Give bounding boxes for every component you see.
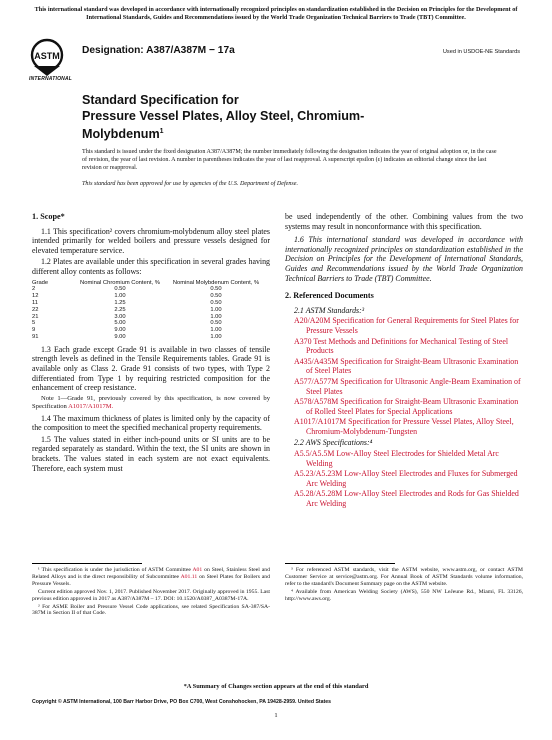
scope-1-5-continued: be used independently of the other. Combining values from the two systems may result in nonconformance with this specification. bbox=[285, 212, 523, 231]
chromium-cell: 2.25 bbox=[114, 306, 126, 313]
table-row bbox=[32, 334, 264, 341]
ref-code[interactable]: A20/A20M bbox=[294, 316, 331, 326]
note-1-link[interactable]: A1017/A1017M. bbox=[68, 402, 114, 410]
chromium-cell: 9.00 bbox=[114, 333, 126, 340]
footnote-1-text: ¹ This specification is under the jurisdiction of ASTM Committee bbox=[38, 567, 193, 573]
chromium-cell: 3.00 bbox=[114, 313, 126, 320]
approved-note: This standard has been approved for use by agencies of the U.S. Department of Defense. bbox=[82, 181, 299, 187]
page-number: 1 bbox=[274, 712, 278, 719]
table-row bbox=[32, 293, 264, 300]
ref-code[interactable]: A370 bbox=[294, 336, 312, 346]
aws-specifications-label bbox=[285, 438, 523, 448]
ref-a20[interactable] bbox=[285, 316, 523, 335]
grade-cell: 9 bbox=[32, 327, 36, 334]
subcommittee-a01-11-link[interactable]: A01.11 bbox=[180, 573, 198, 580]
table-row bbox=[32, 307, 264, 314]
ref-code[interactable]: A5.23/A5.23M bbox=[294, 469, 343, 479]
ref-title[interactable]: Test Methods and Definitions for Mechanical Testing of Steel Products bbox=[306, 336, 509, 356]
ref-code[interactable]: A577/A577M bbox=[294, 376, 339, 386]
footnote-4: ⁴ Available from American Welding Society (AWS), 550 NW LeJeune Rd., Miami, FL 33126, http://www.aws.org. bbox=[285, 588, 523, 602]
logo-caption: INTERNATIONAL bbox=[29, 76, 73, 82]
astm-logo-icon bbox=[30, 38, 64, 78]
table-row bbox=[32, 314, 264, 321]
ref-title[interactable]: Specification for Straight-Beam Ultrasonic Examination of Rolled Steel Plates for Special Applications bbox=[306, 397, 519, 416]
col-header-chromium: Nominal Chromium Content, % bbox=[80, 279, 160, 286]
header-notice: This international standard was developed in accordance with internationally recognized principles on standardization established in the Decision on Principles for the Development of International Standards, Guides and Recommendations issued by the World Trade Organization Technical Barriers to Trade (TBT) Committee. bbox=[34, 6, 518, 21]
molybdenum-cell: 1.00 bbox=[210, 333, 222, 340]
title-line-1: Standard Specification for bbox=[82, 93, 239, 107]
note-1 bbox=[32, 395, 270, 411]
astm-standards-label bbox=[285, 306, 523, 316]
scope-1-5: 1.5 The values stated in either inch-pound units or SI units are to be regarded separately as standard. Within the text, the SI units are shown in brackets. The values stated in each system are not exact equivalents. Therefore, each system must bbox=[32, 434, 270, 473]
ref-title[interactable]: Low-Alloy Steel Electrodes and Fluxes for Submerged Arc Welding bbox=[306, 469, 518, 488]
ref-title[interactable]: Specification for Pressure Vessel Plates, Alloy Steel, Chromium-Molybdenum-Tungsten bbox=[306, 417, 514, 436]
ref-code[interactable]: A5.5/A5.5M bbox=[294, 449, 335, 459]
left-column bbox=[32, 212, 270, 475]
ref-a435[interactable] bbox=[285, 357, 523, 376]
chromium-cell: 5.00 bbox=[114, 320, 126, 327]
table-row bbox=[32, 320, 264, 327]
scope-1-2: 1.2 Plates are available under this specification in several grades having different alloy contents as follows: bbox=[32, 257, 270, 276]
grades-table-header bbox=[32, 280, 264, 287]
scope-1-1: 1.1 This specification² covers chromium-molybdenum alloy steel plates intended primarily for welded boilers and pressure vessels designed for elevated temperature service. bbox=[32, 226, 270, 255]
scope-1-6: 1.6 This international standard was developed in accordance with internationally recognized principles on standardization established in the Decision on Principles for the Development of International Standards, Guides and Recommendations issued by the World Trade Organization Technical Barriers to Trade (TBT) Committee. bbox=[285, 235, 523, 283]
footnote-1 bbox=[32, 567, 270, 588]
ref-code[interactable]: A578/A578M bbox=[294, 397, 339, 407]
chromium-cell: 1.00 bbox=[114, 293, 126, 300]
chromium-cell: 0.50 bbox=[114, 286, 126, 293]
title-line-3 bbox=[82, 124, 432, 143]
aws-specifications-label-text: 2.2 AWS Specifications:⁴ bbox=[294, 438, 373, 448]
molybdenum-cell: 1.00 bbox=[210, 306, 222, 313]
issued-note: This standard is issued under the fixed designation A387/A387M; the number immediately following the designation indicates the year of original adoption or, in the case of revision, the year of last revision. A number in parentheses indicates the year of last reapproval. A superscript epsilon (ε) indicates an editorial change since the last revision or reapproval. bbox=[82, 149, 497, 171]
footnote-1-edition: Current edition approved Nov. 1, 2017. Published November 2017. Originally approved in 1955. Last previous edition approved in 2017 as A387/A387M – 17. DOI: 10.1520/A0387_A0387M-17A. bbox=[32, 588, 270, 602]
svg-text:ASTM: ASTM bbox=[34, 51, 60, 61]
footnotes-left bbox=[32, 563, 270, 618]
scope-heading: 1. Scope* bbox=[32, 212, 65, 221]
ref-aws-a5-23[interactable] bbox=[285, 469, 523, 488]
astm-standards-label-text: 2.1 ASTM Standards:³ bbox=[294, 305, 365, 315]
molybdenum-cell: 1.00 bbox=[210, 313, 222, 320]
grade-cell: 5 bbox=[32, 320, 36, 327]
title-line-3-text: Molybdenum bbox=[82, 127, 160, 142]
molybdenum-cell: 0.50 bbox=[210, 286, 222, 293]
footnotes-right bbox=[285, 563, 523, 604]
referenced-documents-heading: 2. Referenced Documents bbox=[285, 291, 374, 301]
ref-a1017[interactable] bbox=[285, 417, 523, 436]
grade-cell: 11 bbox=[32, 299, 39, 306]
table-row bbox=[32, 327, 264, 334]
designation: Designation: A387/A387M − 17a bbox=[82, 45, 235, 56]
grades-table bbox=[32, 280, 264, 341]
molybdenum-cell: 0.50 bbox=[210, 320, 222, 327]
ref-aws-a5-5[interactable] bbox=[285, 449, 523, 468]
ref-a370[interactable] bbox=[285, 337, 523, 356]
ref-a577[interactable] bbox=[285, 377, 523, 396]
copyright: Copyright © ASTM International, 100 Barr Harbor Drive, PO Box C700, West Conshohocken, PA 19428-2959. United States bbox=[32, 699, 332, 705]
grade-cell: 91 bbox=[32, 333, 39, 340]
committee-a01-link[interactable]: A01 bbox=[192, 567, 203, 573]
footnote-3: ³ For referenced ASTM standards, visit the ASTM website, www.astm.org, or contact ASTM Customer Service at service@astm.org. For Annual Book of ASTM Standards volume information, refer to the standard's Document Summary page on the ASTM website. bbox=[285, 567, 523, 587]
molybdenum-cell: 1.00 bbox=[210, 327, 222, 334]
document-title bbox=[82, 93, 432, 143]
scope-1-4: 1.4 The maximum thickness of plates is limited only by the capacity of the composition to meet the specified mechanical property requirements. bbox=[32, 413, 270, 433]
scope-1-3: 1.3 Each grade except Grade 91 is available in two classes of tensile strength levels as defined in the Tensile Requirements tables. Grade 91 is available only as Class 2. Grade 91 consists of two types, with Type 2 differentiated from Type 1 by requiring restricted composition for the enhancement of creep resistance. bbox=[32, 344, 270, 393]
title-footnote-ref: 1 bbox=[159, 128, 164, 135]
ref-title[interactable]: Specification for Straight-Beam Ultrasonic Examination of Steel Plates bbox=[306, 356, 519, 376]
summary-of-changes-note: *A Summary of Changes section appears at the end of this standard bbox=[183, 683, 369, 690]
chromium-cell: 1.25 bbox=[114, 299, 126, 306]
grade-cell: 22 bbox=[32, 306, 39, 313]
molybdenum-cell: 0.50 bbox=[210, 299, 222, 306]
footnote-1-text: on Steel Plates for Boilers and Pressure Vessels. bbox=[32, 573, 270, 587]
ref-code[interactable]: A435/A435M bbox=[294, 356, 339, 366]
table-row bbox=[32, 286, 264, 293]
grade-cell: 21 bbox=[32, 313, 39, 320]
title-line-2: Pressure Vessel Plates, Alloy Steel, Chromium- bbox=[82, 108, 365, 123]
table-row bbox=[32, 300, 264, 307]
ref-code[interactable]: A1017/A1017M bbox=[294, 417, 347, 427]
col-header-molybdenum: Nominal Molybdenum Content, % bbox=[172, 279, 260, 286]
chromium-cell: 9.00 bbox=[114, 327, 126, 334]
grade-cell: 2 bbox=[32, 286, 36, 293]
used-in-note: Used in USDOE-NE Standards bbox=[442, 49, 520, 55]
note-1-text: Note 1—Grade 91, previously covered by this specification, is now covered by Specification bbox=[32, 394, 270, 410]
ref-title[interactable]: Low-Alloy Steel Electrodes and Rods for Gas Shielded Arc Welding bbox=[306, 489, 519, 509]
grade-cell: 12 bbox=[32, 293, 39, 300]
col-header-grade: Grade bbox=[32, 279, 49, 286]
ref-aws-a5-28[interactable] bbox=[285, 489, 523, 508]
ref-a578[interactable] bbox=[285, 397, 523, 416]
ref-code[interactable]: A5.28/A5.28M bbox=[294, 489, 343, 499]
footnote-2: ² For ASME Boiler and Pressure Vessel Code applications, see related Specification SA-387/SA-387M in Section II of that Code. bbox=[32, 603, 270, 617]
ref-title[interactable]: Specification for General Requirements for Steel Plates for Pressure Vessels bbox=[306, 316, 519, 335]
ref-title[interactable]: Specification for Ultrasonic Angle-Beam Examination of Steel Plates bbox=[306, 376, 521, 396]
footnote-1-text: on Steel, Stainless Steel and Related Alloys and is the direct responsibility of Subcommittee bbox=[32, 567, 270, 580]
right-column bbox=[285, 212, 523, 510]
footnote-divider bbox=[32, 563, 142, 564]
footnote-divider bbox=[285, 563, 395, 564]
molybdenum-cell: 0.50 bbox=[210, 293, 222, 300]
ref-title[interactable]: Low-Alloy Steel Electrodes for Shielded Metal Arc Welding bbox=[306, 449, 499, 468]
